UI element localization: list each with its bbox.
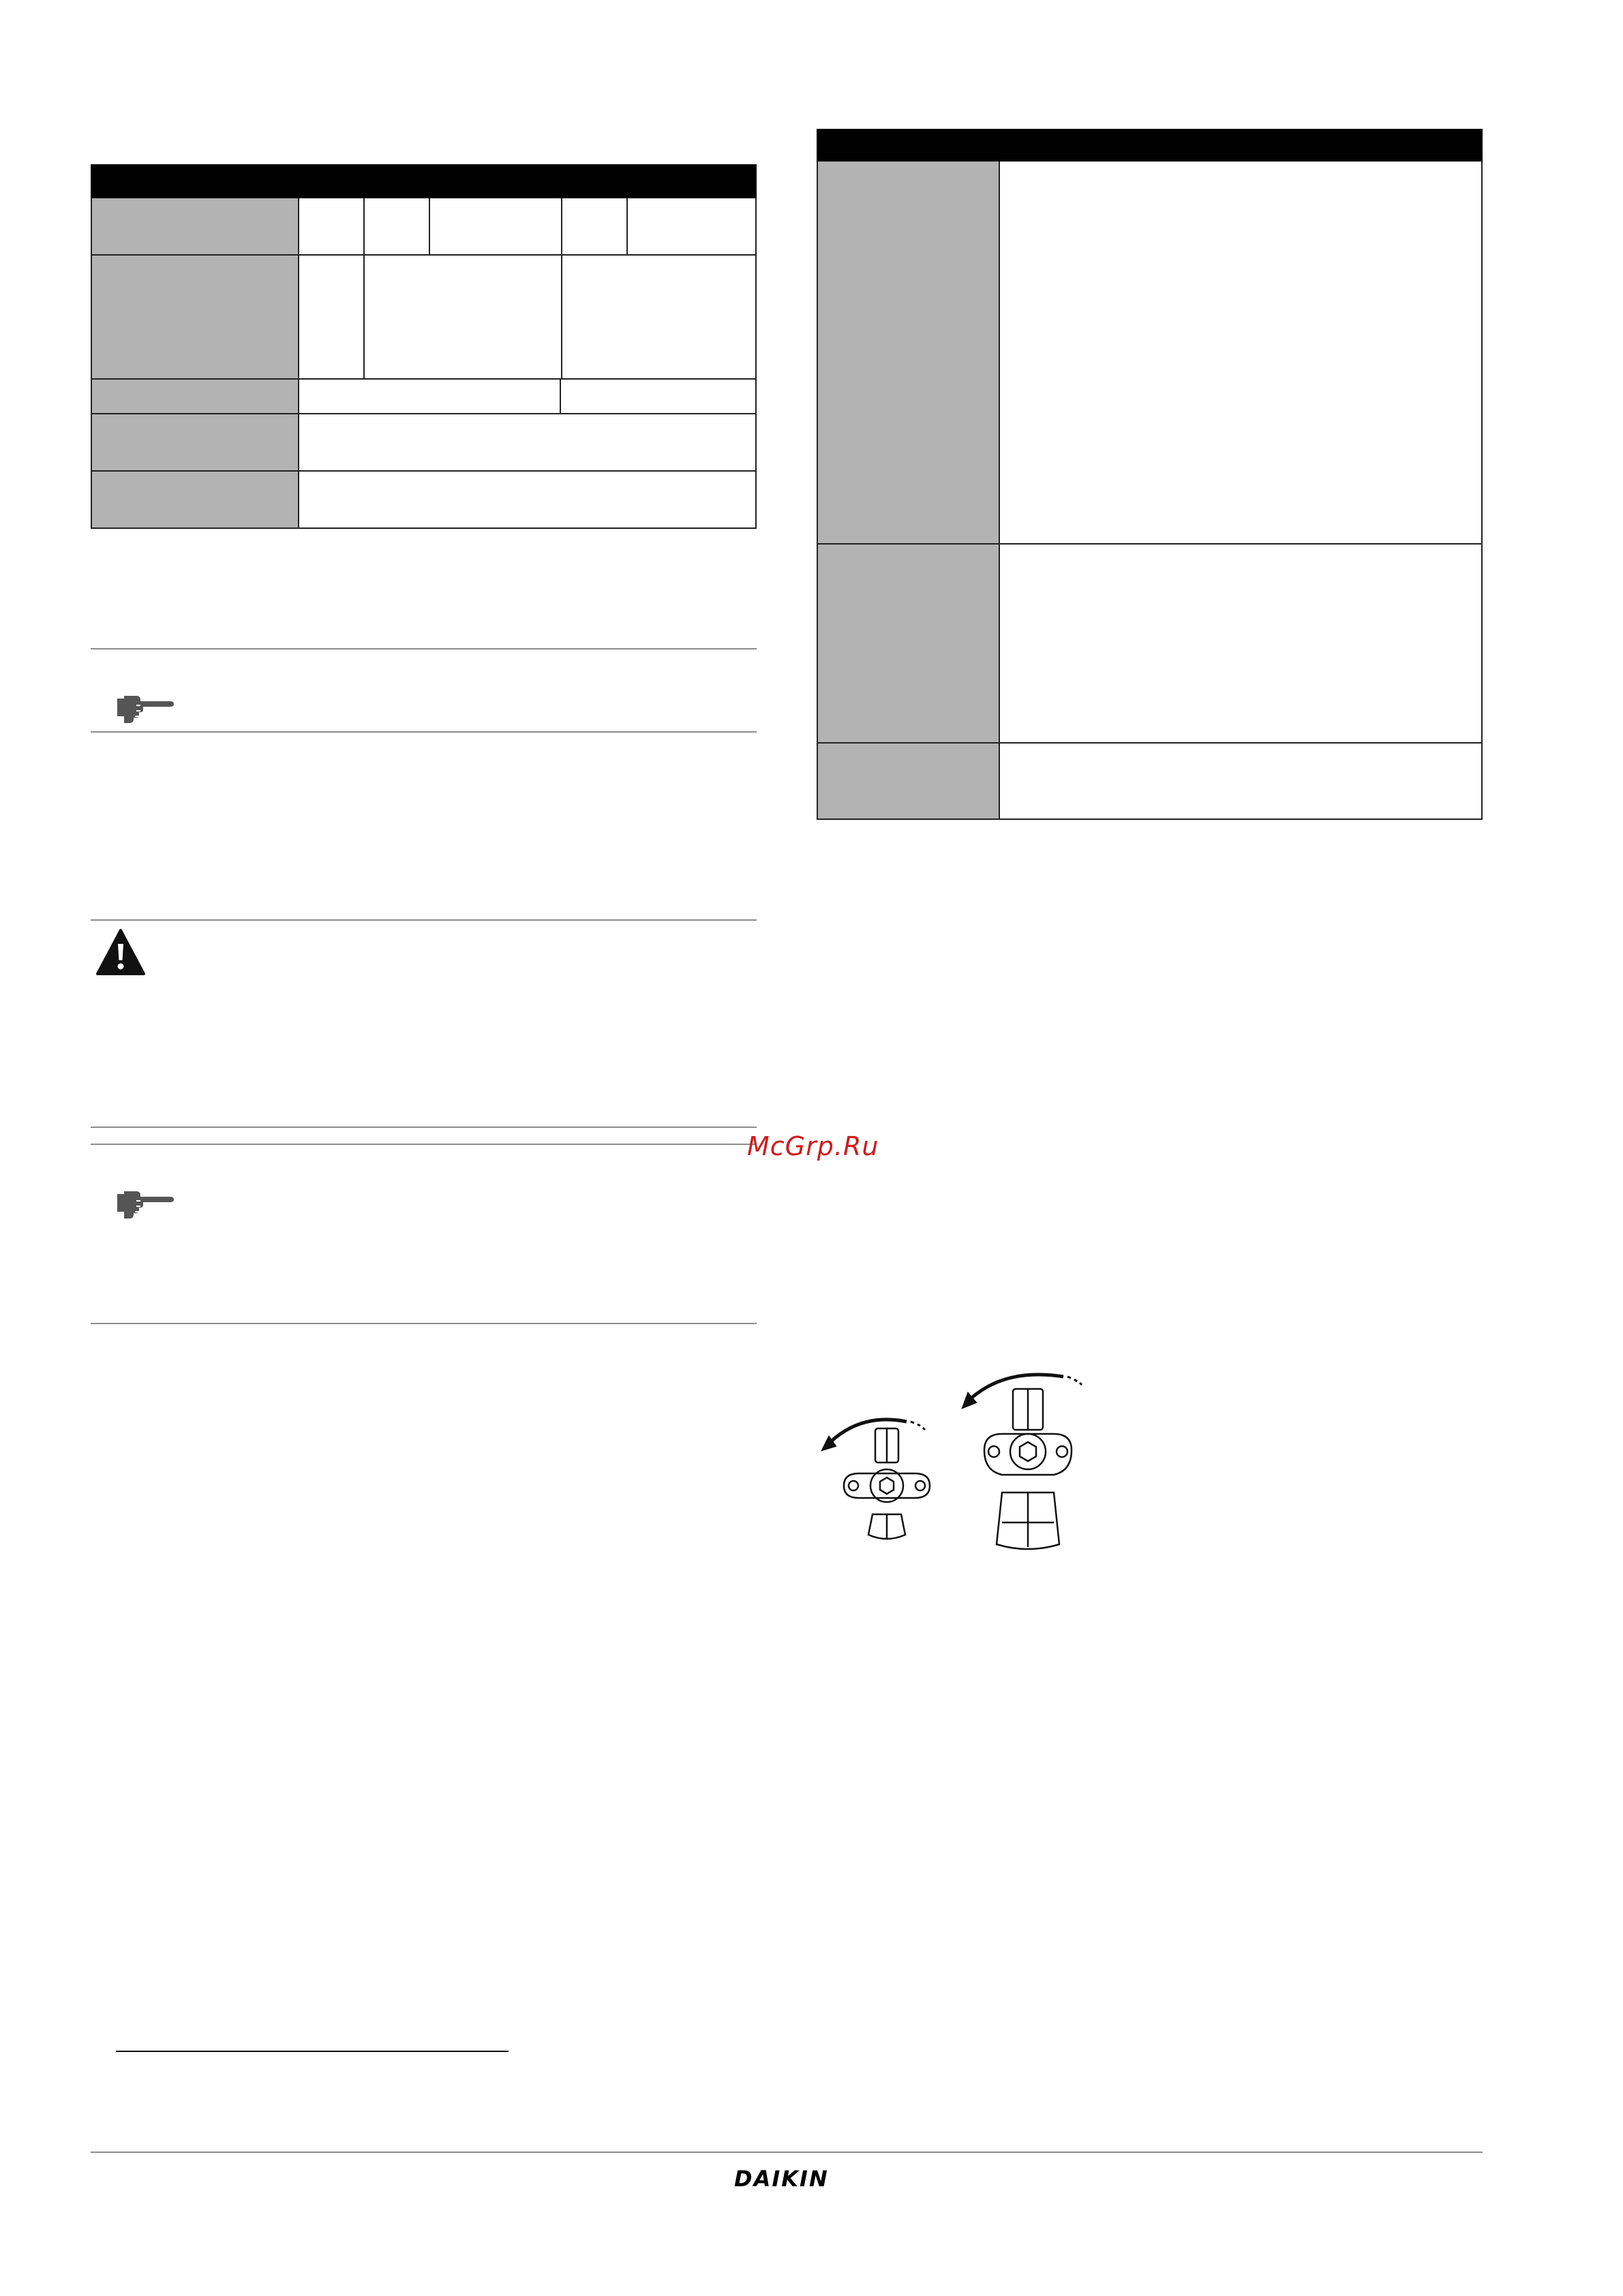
note-1-bottom-rule: [91, 731, 757, 733]
left-table-row-1: [91, 198, 757, 256]
right-table-row-1: [817, 162, 1483, 545]
left-table-header: [91, 164, 757, 198]
row-label-cell: [92, 472, 298, 527]
row-label-cell: [92, 256, 298, 378]
warning-top-rule: [91, 919, 757, 921]
right-spec-table: [817, 129, 1483, 820]
row-label-cell: [92, 414, 298, 470]
row-label-cell: [92, 198, 298, 254]
left-table-row-4: [91, 414, 757, 472]
right-table-row-2: [817, 545, 1483, 744]
right-table-row-3: [817, 744, 1483, 820]
watermark-text: McGrp.Ru: [747, 1131, 879, 1161]
right-table-header: [817, 129, 1483, 162]
note-2-bottom-rule: [91, 1323, 757, 1324]
warning-triangle-icon: [95, 928, 146, 978]
note-1-top-rule: [91, 648, 757, 649]
left-table-row-5: [91, 472, 757, 529]
stop-valve-figure: [818, 1363, 1104, 1561]
left-table-row-2: [91, 256, 757, 380]
warning-bottom-rule: [91, 1127, 757, 1128]
daikin-logo: DAIKIN: [734, 2166, 829, 2192]
pointing-hand-icon: [116, 690, 175, 724]
left-spec-table: [91, 164, 757, 529]
note-2-top-rule: [91, 1144, 757, 1145]
left-table-row-3: [91, 380, 757, 414]
footnote-rule: [116, 2051, 509, 2052]
row-label-cell: [92, 380, 298, 413]
footer-rule: [91, 2152, 1483, 2153]
pointing-hand-icon: [116, 1186, 175, 1220]
